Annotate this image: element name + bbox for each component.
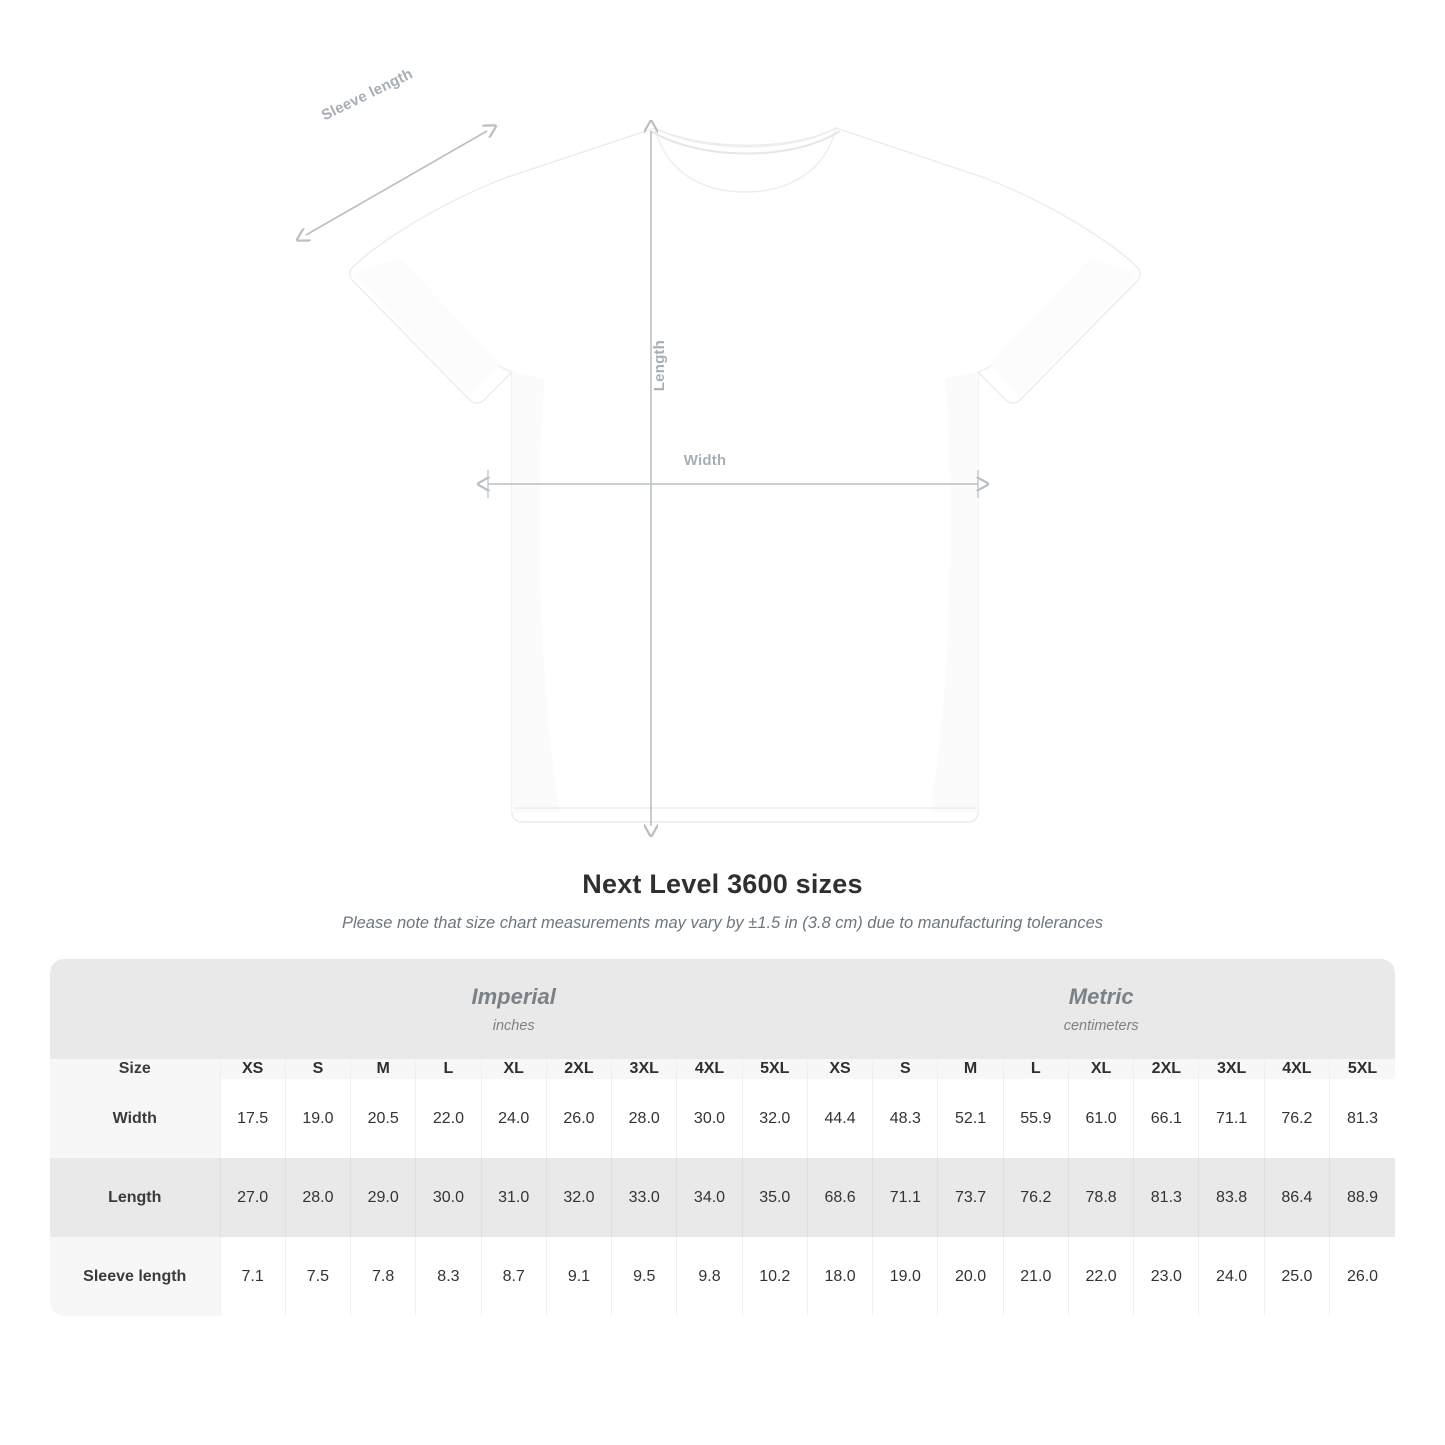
sleeve-imperial-s: 7.5 xyxy=(285,1237,350,1316)
width-imperial-4xl: 30.0 xyxy=(677,1079,742,1158)
size-header-row xyxy=(50,1059,1395,1079)
width-metric-4xl: 76.2 xyxy=(1264,1079,1329,1158)
sleeve-imperial-5xl: 10.2 xyxy=(742,1237,807,1316)
sleeve-metric-5xl: 26.0 xyxy=(1330,1237,1395,1316)
unit-imperial-name: Imperial xyxy=(471,984,556,1009)
sleeve-metric-m: 20.0 xyxy=(938,1237,1003,1316)
length-imperial-2xl: 32.0 xyxy=(546,1158,611,1237)
unit-metric-sub: centimeters xyxy=(1063,1018,1139,1034)
size-col-imperial-4xl: 4XL xyxy=(677,1059,742,1079)
size-col-metric-5xl: 5XL xyxy=(1330,1059,1395,1079)
size-col-imperial-2xl: 2XL xyxy=(546,1059,611,1079)
length-imperial-m: 29.0 xyxy=(351,1158,416,1237)
sleeve-metric-l: 21.0 xyxy=(1003,1237,1068,1316)
sleeve-imperial-3xl: 9.5 xyxy=(612,1237,677,1316)
unit-imperial-sub: inches xyxy=(492,1018,535,1034)
size-col-imperial-s: S xyxy=(285,1059,350,1079)
table-row xyxy=(50,1237,1395,1316)
page-title: Next Level 3600 sizes xyxy=(582,869,863,899)
size-col-metric-4xl: 4XL xyxy=(1264,1059,1329,1079)
sleeve-length-label: Sleeve length xyxy=(318,65,416,125)
table-row xyxy=(50,1158,1395,1237)
sleeve-imperial-xs: 7.1 xyxy=(220,1237,285,1316)
width-imperial-m: 20.5 xyxy=(351,1079,416,1158)
length-metric-5xl: 88.9 xyxy=(1330,1158,1395,1237)
size-col-metric-3xl: 3XL xyxy=(1199,1059,1264,1079)
width-metric-2xl: 66.1 xyxy=(1134,1079,1199,1158)
size-row-label: Size xyxy=(50,1059,220,1079)
length-metric-xs: 68.6 xyxy=(807,1158,872,1237)
measurements-table xyxy=(50,959,1395,1316)
length-imperial-xs: 27.0 xyxy=(220,1158,285,1237)
sleeve-metric-2xl: 23.0 xyxy=(1134,1237,1199,1316)
table-row xyxy=(50,1079,1395,1158)
length-metric-2xl: 81.3 xyxy=(1134,1158,1199,1237)
width-imperial-2xl: 26.0 xyxy=(546,1079,611,1158)
width-metric-l: 55.9 xyxy=(1003,1079,1068,1158)
length-imperial-xl: 31.0 xyxy=(481,1158,546,1237)
sleeve-imperial-xl: 8.7 xyxy=(481,1237,546,1316)
sleeve-metric-s: 19.0 xyxy=(873,1237,938,1316)
size-col-imperial-xs: XS xyxy=(220,1059,285,1079)
size-col-imperial-l: L xyxy=(416,1059,481,1079)
length-metric-s: 71.1 xyxy=(873,1158,938,1237)
width-imperial-3xl: 28.0 xyxy=(612,1079,677,1158)
width-imperial-5xl: 32.0 xyxy=(742,1079,807,1158)
sleeve-imperial-2xl: 9.1 xyxy=(546,1237,611,1316)
length-metric-4xl: 86.4 xyxy=(1264,1158,1329,1237)
sleeve-metric-3xl: 24.0 xyxy=(1199,1237,1264,1316)
width-metric-5xl: 81.3 xyxy=(1330,1079,1395,1158)
width-metric-3xl: 71.1 xyxy=(1199,1079,1264,1158)
length-label: Length xyxy=(651,340,668,392)
length-metric-m: 73.7 xyxy=(938,1158,1003,1237)
row-label-sleeve-length: Sleeve length xyxy=(50,1237,220,1316)
width-imperial-xs: 17.5 xyxy=(220,1079,285,1158)
length-imperial-4xl: 34.0 xyxy=(677,1158,742,1237)
unit-header-spacer xyxy=(50,959,220,1059)
length-imperial-3xl: 33.0 xyxy=(612,1158,677,1237)
width-imperial-s: 19.0 xyxy=(285,1079,350,1158)
size-col-imperial-3xl: 3XL xyxy=(612,1059,677,1079)
row-label-length: Length xyxy=(50,1158,220,1237)
sleeve-metric-xl: 22.0 xyxy=(1068,1237,1133,1316)
width-metric-xs: 44.4 xyxy=(807,1079,872,1158)
unit-header-metric xyxy=(807,959,1395,1059)
width-metric-xl: 61.0 xyxy=(1068,1079,1133,1158)
size-col-metric-xs: XS xyxy=(807,1059,872,1079)
length-imperial-5xl: 35.0 xyxy=(742,1158,807,1237)
row-label-width: Width xyxy=(50,1079,220,1158)
sleeve-imperial-m: 7.8 xyxy=(351,1237,416,1316)
unit-header-row xyxy=(50,959,1395,1059)
unit-metric-name: Metric xyxy=(1068,984,1134,1009)
size-col-metric-m: M xyxy=(938,1059,1003,1079)
size-col-metric-l: L xyxy=(1003,1059,1068,1079)
length-imperial-l: 30.0 xyxy=(416,1158,481,1237)
title-block xyxy=(0,869,1445,933)
size-col-metric-xl: XL xyxy=(1068,1059,1133,1079)
width-metric-m: 52.1 xyxy=(938,1079,1003,1158)
size-col-imperial-xl: XL xyxy=(481,1059,546,1079)
width-imperial-l: 22.0 xyxy=(416,1079,481,1158)
sleeve-imperial-l: 8.3 xyxy=(416,1237,481,1316)
length-imperial-s: 28.0 xyxy=(285,1158,350,1237)
sleeve-metric-4xl: 25.0 xyxy=(1264,1237,1329,1316)
size-chart-table xyxy=(50,959,1395,1316)
length-metric-xl: 78.8 xyxy=(1068,1158,1133,1237)
width-metric-s: 48.3 xyxy=(873,1079,938,1158)
length-metric-3xl: 83.8 xyxy=(1199,1158,1264,1237)
tolerance-note: Please note that size chart measurements may vary by ±1.5 in (3.8 cm) due to manufacturing tolerances xyxy=(341,914,1104,932)
unit-header-imperial xyxy=(220,959,807,1059)
size-col-metric-s: S xyxy=(873,1059,938,1079)
size-col-metric-2xl: 2XL xyxy=(1134,1059,1199,1079)
length-metric-l: 76.2 xyxy=(1003,1158,1068,1237)
sleeve-metric-xs: 18.0 xyxy=(807,1237,872,1316)
width-imperial-xl: 24.0 xyxy=(481,1079,546,1158)
sleeve-imperial-4xl: 9.8 xyxy=(677,1237,742,1316)
size-col-imperial-m: M xyxy=(351,1059,416,1079)
width-label: Width xyxy=(683,452,727,469)
size-col-imperial-5xl: 5XL xyxy=(742,1059,807,1079)
